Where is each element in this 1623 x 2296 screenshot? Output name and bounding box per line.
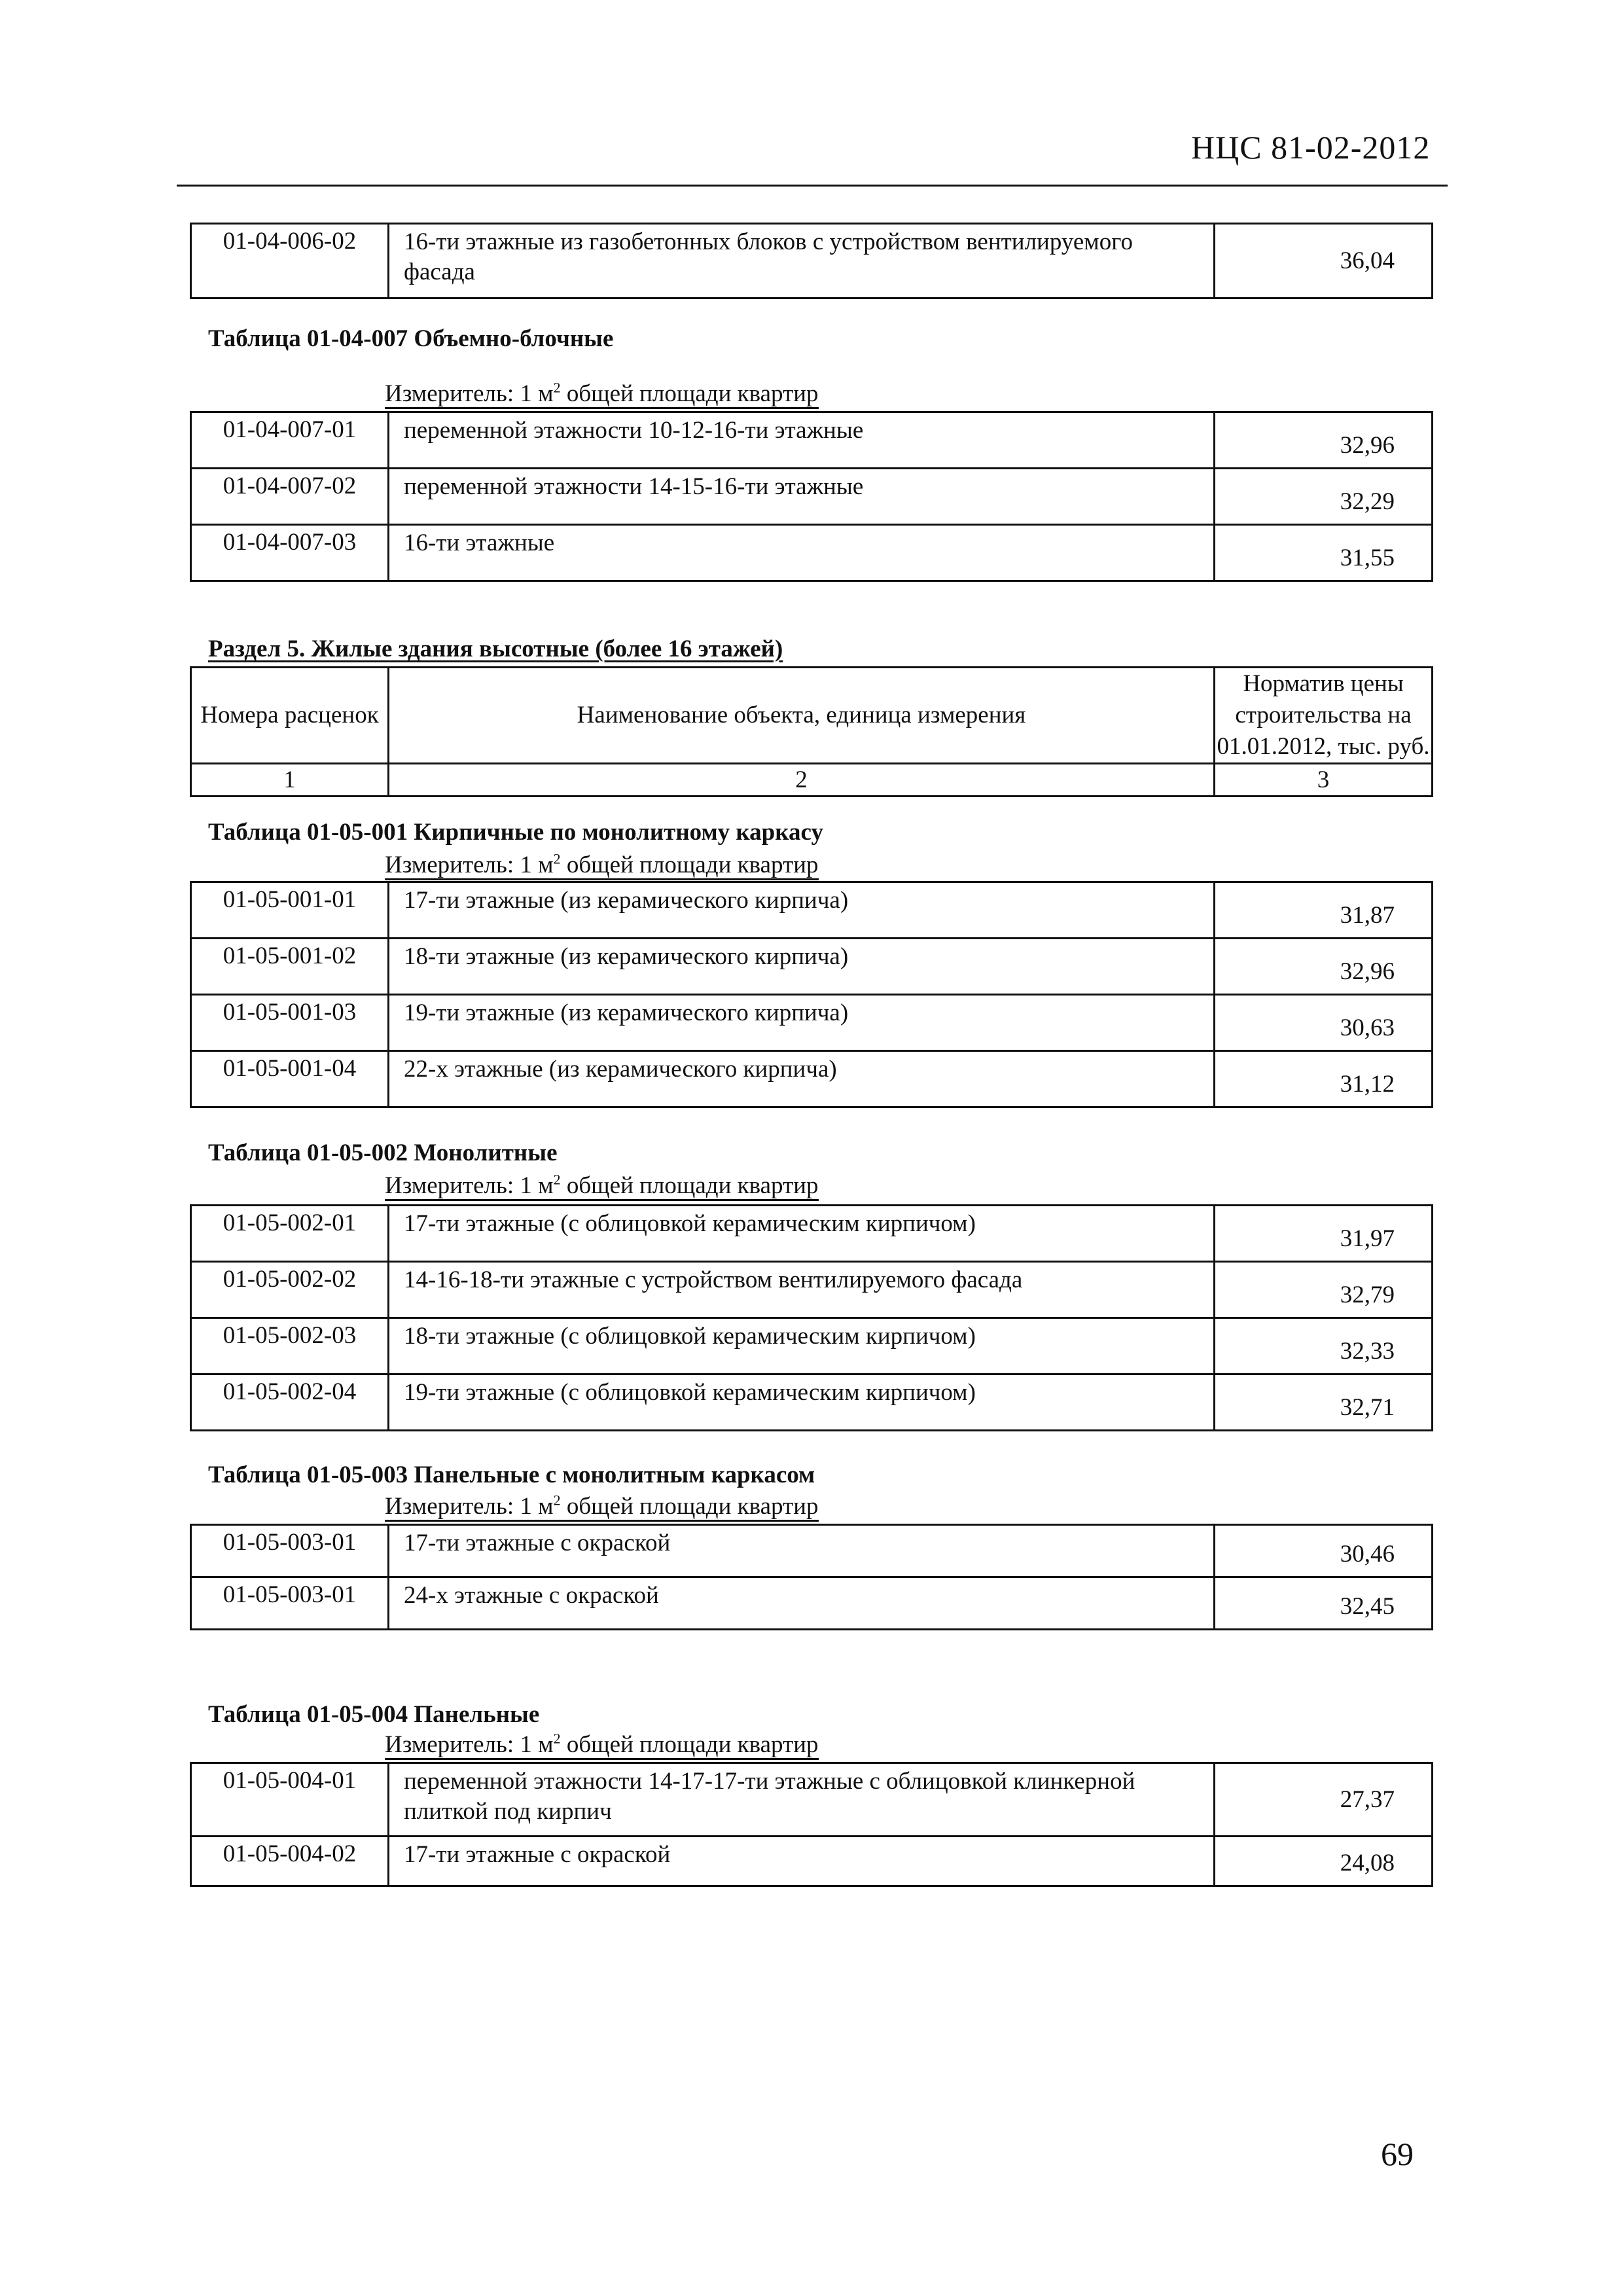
rate-code: 01-04-007-02	[191, 469, 389, 525]
page-number: 69	[1381, 2136, 1414, 2172]
table-row	[191, 1051, 1433, 1107]
column-number: 1	[191, 764, 389, 797]
item-price: 32,96	[1215, 939, 1433, 995]
item-price: 31,97	[1215, 1206, 1433, 1262]
item-price: 27,37	[1215, 1763, 1433, 1837]
table-row	[191, 469, 1433, 525]
header-rule	[177, 185, 1448, 187]
rate-code: 01-05-001-02	[191, 939, 389, 995]
rate-code: 01-05-002-01	[191, 1206, 389, 1262]
table-title: Таблица 01-04-007 Объемно-блочные	[208, 325, 614, 352]
item-price: 36,04	[1215, 224, 1433, 298]
item-name: 19-ти этажные (с облицовкой керамическим кирпичом)	[389, 1374, 1215, 1431]
table-title: Таблица 01-05-001 Кирпичные по монолитному каркасу	[208, 819, 823, 846]
rate-code: 01-05-002-04	[191, 1374, 389, 1431]
item-name: переменной этажности 14-17-17-ти этажные с облицовкой клинкерной плиткой под кирпич	[389, 1763, 1215, 1837]
table-01-05-004	[190, 1762, 1433, 1887]
rate-code: 01-05-004-01	[191, 1763, 389, 1837]
unit-label: Измеритель: 1 $м^2$ общей площади квартир	[385, 380, 819, 409]
column-header-name: Наименование объекта, единица измерения	[389, 668, 1215, 764]
rate-code: 01-04-006-02	[191, 224, 389, 298]
item-price: 32,71	[1215, 1374, 1433, 1431]
column-number: 2	[389, 764, 1215, 797]
item-name: 22-х этажные (из керамического кирпича)	[389, 1051, 1215, 1107]
table-row	[191, 1374, 1433, 1431]
column-number: 3	[1215, 764, 1433, 797]
item-name: 17-ти этажные (с облицовкой керамическим кирпичом)	[389, 1206, 1215, 1262]
item-price: 32,29	[1215, 469, 1433, 525]
table-row	[191, 995, 1433, 1051]
table-row	[191, 1837, 1433, 1886]
rate-code: 01-05-001-03	[191, 995, 389, 1051]
column-header-row	[191, 668, 1433, 764]
item-name: 16-ти этажные из газобетонных блоков с устройством вентилируемого фасада	[389, 224, 1215, 298]
table-01-05-003	[190, 1524, 1433, 1630]
item-name: 24-х этажные с окраской	[389, 1577, 1215, 1630]
column-header-codes: Номера расценок	[191, 668, 389, 764]
unit-label: Измеритель: 1 $м^2$ общей площади квартир	[385, 1492, 819, 1522]
table-row	[191, 1206, 1433, 1262]
item-name: 14-16-18-ти этажные с устройством вентилируемого фасада	[389, 1262, 1215, 1318]
column-header-price: Норматив цены строительства на 01.01.2012, тыс. руб.	[1215, 668, 1433, 764]
unit-label: Измеритель: 1 $м^2$ общей площади квартир	[385, 851, 819, 880]
table-title: Таблица 01-05-003 Панельные с монолитным каркасом	[208, 1462, 815, 1488]
document-code: НЦС 81-02-2012	[1191, 129, 1431, 166]
item-price: 31,55	[1215, 525, 1433, 581]
item-name: 19-ти этажные (из керамического кирпича)	[389, 995, 1215, 1051]
item-price: 32,79	[1215, 1262, 1433, 1318]
column-header-table	[190, 666, 1433, 797]
item-price: 32,33	[1215, 1318, 1433, 1374]
table-01-04-007	[190, 411, 1433, 582]
item-name: 18-ти этажные (из керамического кирпича)	[389, 939, 1215, 995]
item-price: 30,46	[1215, 1525, 1433, 1577]
rate-code: 01-05-001-04	[191, 1051, 389, 1107]
item-price: 31,87	[1215, 882, 1433, 939]
item-name: 17-ти этажные с окраской	[389, 1525, 1215, 1577]
table-row	[191, 1262, 1433, 1318]
table-title: Таблица 01-05-004 Панельные	[208, 1701, 540, 1728]
item-name: 18-ти этажные (с облицовкой керамическим кирпичом)	[389, 1318, 1215, 1374]
table-row	[191, 882, 1433, 939]
table-row	[191, 1318, 1433, 1374]
rate-code: 01-05-004-02	[191, 1837, 389, 1886]
rate-code: 01-05-003-01	[191, 1525, 389, 1577]
rate-code: 01-05-002-03	[191, 1318, 389, 1374]
item-name: 17-ти этажные с окраской	[389, 1837, 1215, 1886]
table-title: Таблица 01-05-002 Монолитные	[208, 1139, 558, 1166]
item-price: 24,08	[1215, 1837, 1433, 1886]
item-price: 32,96	[1215, 412, 1433, 469]
table-row	[191, 525, 1433, 581]
item-name: 16-ти этажные	[389, 525, 1215, 581]
item-price: 30,63	[1215, 995, 1433, 1051]
item-name: 17-ти этажные (из керамического кирпича)	[389, 882, 1215, 939]
item-price: 31,12	[1215, 1051, 1433, 1107]
rate-code: 01-05-003-01	[191, 1577, 389, 1630]
table-row	[191, 1763, 1433, 1837]
rate-code: 01-04-007-01	[191, 412, 389, 469]
item-name: переменной этажности 10-12-16-ти этажные	[389, 412, 1215, 469]
table-01-05-001	[190, 881, 1433, 1108]
unit-label: Измеритель: 1 $м^2$ общей площади квартир	[385, 1731, 819, 1760]
table-01-05-002	[190, 1204, 1433, 1431]
table-row	[191, 1577, 1433, 1630]
rate-code: 01-05-001-01	[191, 882, 389, 939]
item-name: переменной этажности 14-15-16-ти этажные	[389, 469, 1215, 525]
table-row	[191, 1525, 1433, 1577]
unit-label: Измеритель: 1 $м^2$ общей площади квартир	[385, 1172, 819, 1201]
section-title: Раздел 5. Жилые здания высотные (более 16 этажей)	[208, 636, 783, 662]
column-number-row	[191, 764, 1433, 797]
item-price: 32,45	[1215, 1577, 1433, 1630]
rate-code: 01-04-007-03	[191, 525, 389, 581]
table-row	[191, 412, 1433, 469]
table-01-04-006	[190, 223, 1433, 299]
table-row	[191, 224, 1433, 298]
table-row	[191, 939, 1433, 995]
rate-code: 01-05-002-02	[191, 1262, 389, 1318]
